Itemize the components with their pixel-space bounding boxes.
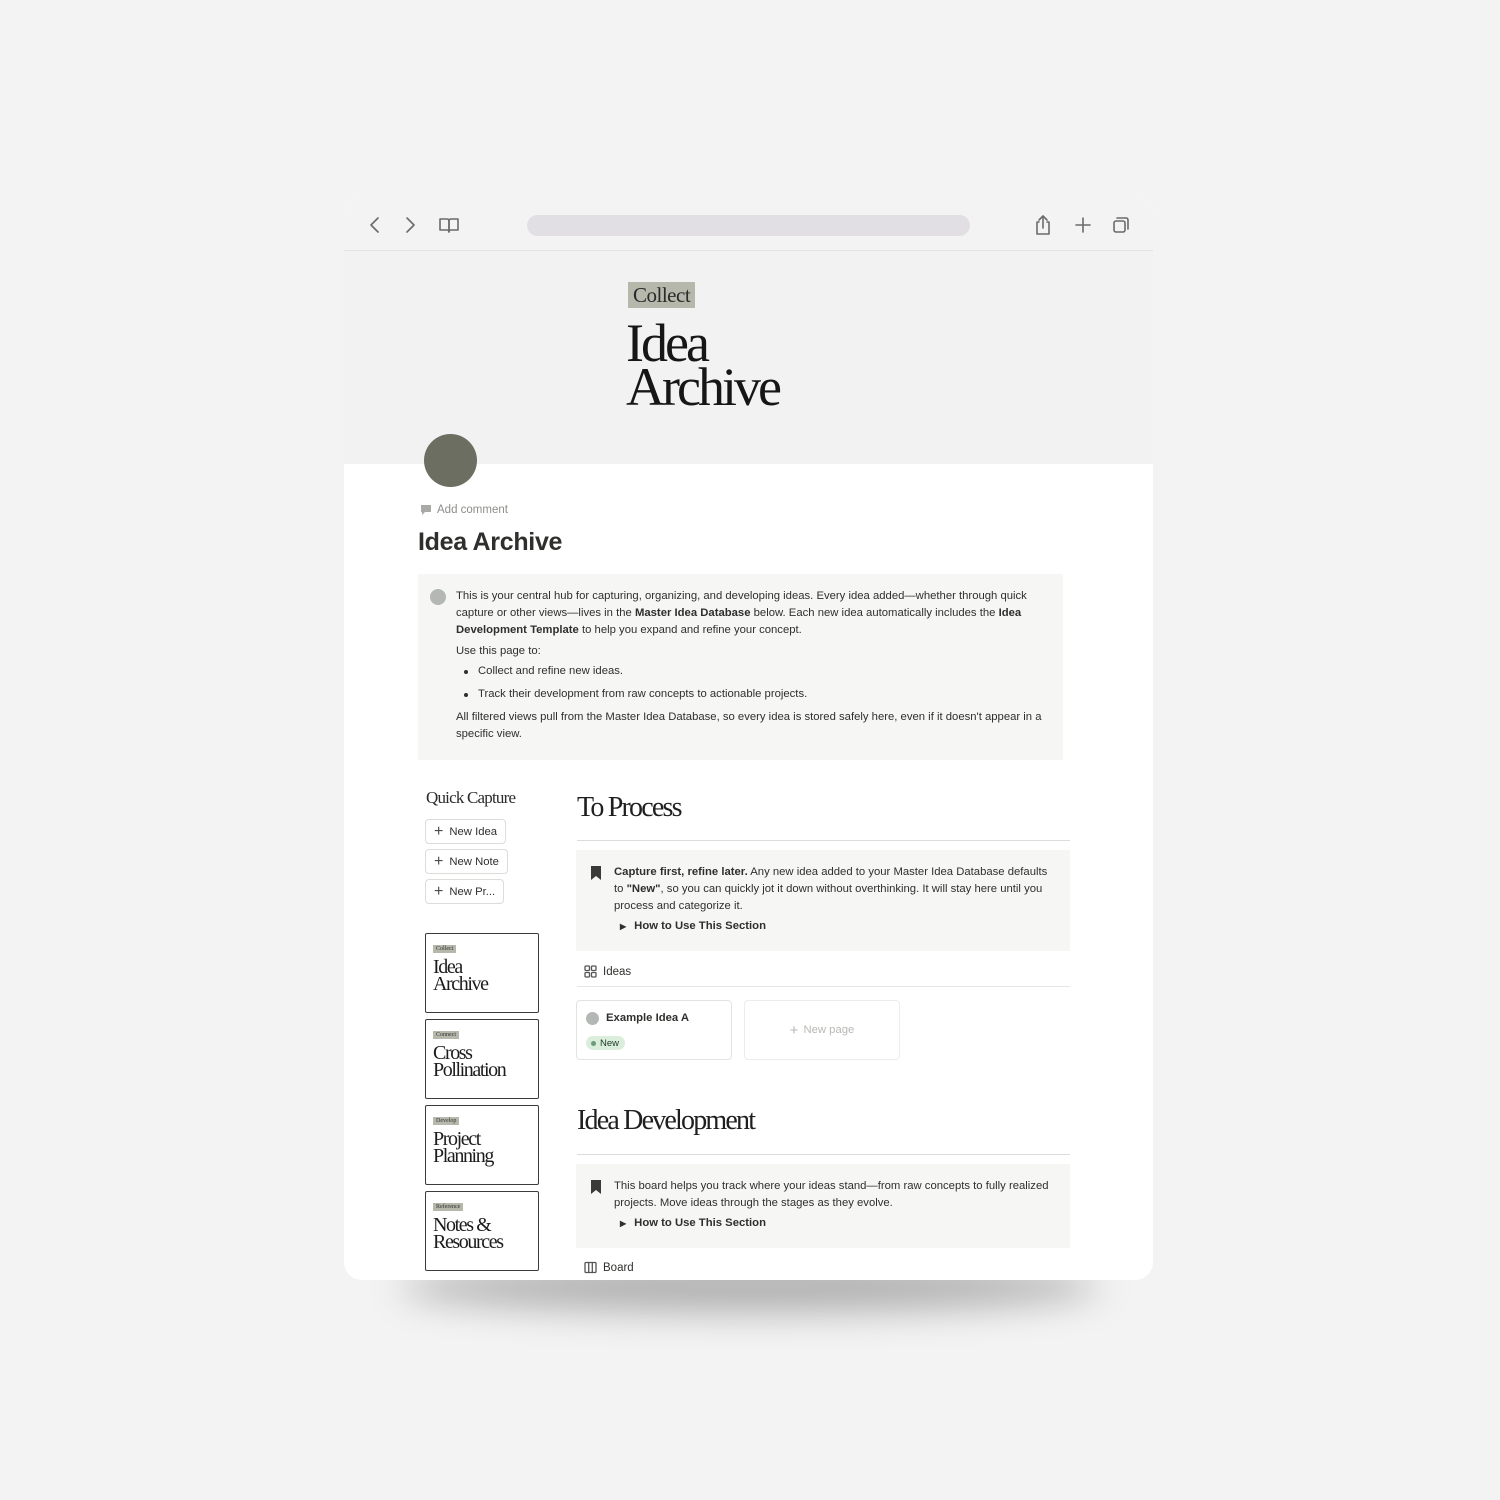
to-process-heading: To Process	[577, 792, 681, 823]
card-title: Example Idea A	[606, 1012, 690, 1024]
page-icon[interactable]	[424, 434, 477, 487]
page-cover	[344, 251, 1153, 464]
nav-tile-idea-archive[interactable]	[425, 933, 539, 1013]
share-icon[interactable]	[1031, 213, 1055, 237]
add-comment-button[interactable]	[420, 504, 508, 516]
cover-title	[626, 313, 779, 417]
divider	[577, 840, 1070, 841]
how-to-use-toggle[interactable]: ▶ How to Use This Section	[620, 1215, 1054, 1232]
status-badge: New	[586, 1036, 625, 1050]
nav-tile-cross-pollination[interactable]	[425, 1019, 539, 1099]
intro-callout	[418, 574, 1063, 760]
view-tab-board[interactable]: Board	[584, 1261, 634, 1274]
page-title: Idea Archive	[418, 528, 563, 556]
tile-title: Project Planning	[433, 1128, 493, 1167]
address-bar[interactable]	[527, 215, 970, 236]
to-process-callout	[576, 850, 1070, 951]
nav-tile-notes-resources[interactable]	[425, 1191, 539, 1271]
intro-paragraph-1: This is your central hub for capturing, organizing, and developing ideas. Every idea added—whether through quick capture or other views—lives in the Master Idea Database below. Each new idea automatically includes the Idea Development Template to help you expand and refine your concept.	[456, 590, 1027, 636]
idea-development-heading: Idea Development	[577, 1105, 755, 1136]
book-icon[interactable]	[437, 213, 461, 237]
quick-capture-title: Quick Capture	[426, 788, 516, 807]
tile-tag: Reference	[433, 1203, 463, 1211]
browser-toolbar	[344, 198, 1153, 251]
plus-icon: +	[789, 1021, 799, 1039]
tile-tag: Develop	[433, 1117, 459, 1125]
intro-bullet-list	[456, 663, 1051, 703]
cover-tag: Collect	[628, 282, 695, 308]
new-tab-plus-icon[interactable]	[1071, 213, 1095, 237]
how-to-use-toggle[interactable]: ▶ How to Use This Section	[620, 918, 1054, 935]
tile-title: Idea Archive	[433, 956, 488, 995]
intro-paragraph-3: All filtered views pull from the Master Idea Database, so every idea is stored safely here, even if it doesn't appear in a specific view.	[456, 711, 1042, 740]
list-item: Collect and refine new ideas.	[456, 663, 1051, 680]
plus-icon: +	[434, 822, 444, 840]
tile-title: Notes & Resources	[433, 1214, 503, 1253]
divider	[577, 1154, 1070, 1155]
card-icon	[586, 1012, 599, 1025]
new-note-button[interactable]: + New Note	[425, 849, 508, 874]
callout-dot-icon	[430, 589, 446, 605]
tabs-icon[interactable]	[1109, 213, 1133, 237]
idea-development-callout	[576, 1164, 1070, 1248]
new-page-button[interactable]: + New page	[744, 1000, 900, 1060]
gallery-card[interactable]	[576, 1000, 732, 1060]
cover-title-line-2: Archive	[626, 357, 779, 417]
board-icon	[584, 1261, 597, 1274]
to-process-callout-text: Capture first, refine later. Any new idea added to your Master Idea Database defaults to "New", so you can quickly jot it down without overthinking. It will stay here until you process and categorize it. ▶ How to Use This Section	[614, 864, 1054, 935]
browser-window	[344, 198, 1153, 1280]
plus-icon: +	[434, 882, 444, 900]
comment-icon	[420, 504, 432, 516]
intro-callout-body	[456, 588, 1051, 746]
toggle-triangle-icon: ▶	[620, 1219, 627, 1228]
chevron-left-icon[interactable]	[363, 213, 387, 237]
gallery-icon	[584, 965, 597, 978]
tile-tag: Connect	[433, 1031, 459, 1039]
divider	[577, 986, 1070, 987]
tile-tag: Collect	[433, 945, 456, 953]
idea-development-callout-text: This board helps you track where your ideas stand—from raw concepts to fully realized projects. Move ideas through the stages as they evolve. ▶ How to Use This Section	[614, 1178, 1054, 1232]
plus-icon: +	[434, 852, 444, 870]
chevron-right-icon[interactable]	[398, 213, 422, 237]
toggle-triangle-icon: ▶	[620, 922, 627, 931]
nav-tile-project-planning[interactable]	[425, 1105, 539, 1185]
intro-paragraph-2: Use this page to:	[456, 645, 541, 657]
new-project-button[interactable]: + New Pr...	[425, 879, 504, 904]
add-comment-label: Add comment	[437, 504, 508, 516]
bookmark-icon	[591, 1180, 601, 1194]
tile-title: Cross Pollination	[433, 1042, 506, 1081]
bookmark-icon	[591, 866, 601, 880]
view-tab-ideas[interactable]: Ideas	[584, 965, 631, 978]
list-item: Track their development from raw concepts to actionable projects.	[456, 686, 1051, 703]
cover-title-line-1: Idea	[626, 313, 707, 373]
new-idea-button[interactable]: + New Idea	[425, 819, 506, 844]
